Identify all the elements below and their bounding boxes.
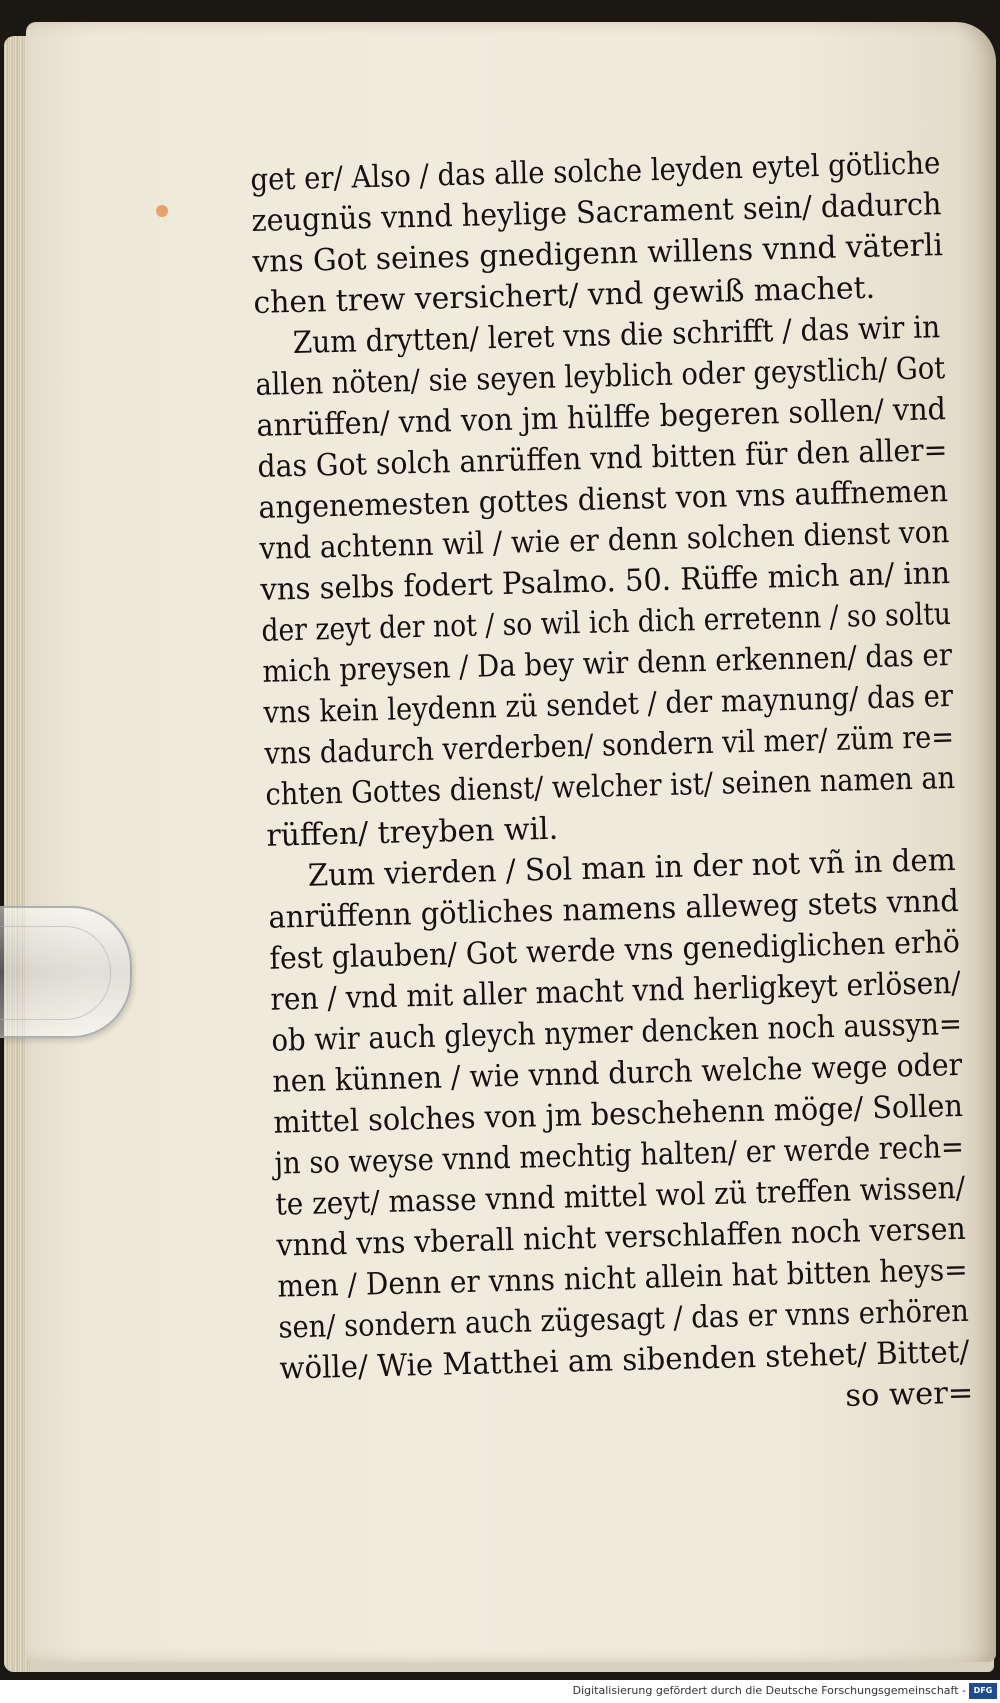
plastic-page-clip [0, 906, 132, 1038]
digitization-credit: Digitalisierung gefördert durch die Deutsche Forschungsgemeinschaft - [572, 1684, 966, 1697]
text-line: zeugnüs vnnd heylige Sacrament sein/ dadurch [251, 187, 942, 239]
text-line: vns dadurch verderben/ sondern vil mer/ züm re= [264, 719, 955, 772]
text-line: nen künnen / wie vnnd durch welche wege oder [272, 1047, 963, 1100]
text-line: vns Got seines gnedigenn willens vnnd väterli [252, 228, 944, 280]
text-line: allen nöten/ sie seyen leyblich oder geystlich/ Got [255, 351, 946, 403]
text-line: chten Gottes dienst/ welcher ist/ seinen namen an [265, 760, 956, 813]
text-line: jn so weyse vnnd mechtig halten/ er werde rech= [274, 1129, 965, 1182]
text-line: der zeyt der not / so wil ich dich erretenn / so soltu [261, 597, 952, 649]
ink-spot [156, 205, 168, 217]
text-line: anrüffenn götliches namens alleweg stets vnnd [268, 883, 960, 936]
page-text-block [250, 143, 986, 1431]
text-line: sen/ sondern auch zügesagt / das er vnns erhören [278, 1293, 970, 1346]
text-line: te zeyt/ masse vnnd mittel wol zü treffen wissen/ [275, 1170, 966, 1223]
text-line: ob wir auch gleych nymer dencken noch aussyn= [271, 1006, 963, 1059]
text-line: ren / vnd mit aller macht vnd herligkeyt erlösen/ [270, 965, 962, 1018]
text-line: rüffen/ treyben wil. [266, 811, 559, 854]
text-line: angenemesten gottes dienst von vns auffnemen [258, 474, 949, 526]
text-line: mittel solches von jm beschehenn möge/ Sollen [273, 1088, 964, 1141]
text-line: Zum drytten/ leret vns die schrifft / das wir in [292, 310, 941, 362]
text-line: men / Denn er vnns nicht allein hat bitten heys= [277, 1252, 969, 1305]
clip-inner-rim [0, 926, 111, 1020]
text-line: get er/ Also / das alle solche leyden eytel götliche [250, 146, 941, 198]
text-line: chen trew versichert/ vnd gewiß machet. [253, 270, 876, 321]
footer-bar [0, 1680, 1000, 1703]
text-line: vns selbs fodert Psalmo. 50. Rüffe mich an/ inn [260, 556, 951, 608]
catchword: so wer= [844, 1375, 974, 1414]
text-line: vnd achtenn wil / wie er denn solchen dienst von [259, 515, 950, 567]
text-line: vns kein leydenn zü sendet / der maynung/ das er [263, 678, 954, 731]
text-line: anrüffen/ vnd von jm hülffe begeren sollen/ vnd [256, 392, 947, 444]
text-line: vnnd vns vberall nicht verschlaffen noch versen [276, 1211, 967, 1264]
text-line: mich preysen / Da bey wir denn erkennen/ das er [262, 638, 953, 690]
text-line: fest glauben/ Got werde vns genediglichen erhö [269, 924, 961, 977]
text-line: wölle/ Wie Matthei am sibenden stehet/ Bittet/ [279, 1334, 970, 1387]
dfg-logo: DFG [969, 1683, 997, 1699]
text-line: Zum vierden / Sol man in der not vñ in dem [307, 842, 956, 894]
text-line: das Got solch anrüffen vnd bitten für den aller= [257, 433, 948, 485]
